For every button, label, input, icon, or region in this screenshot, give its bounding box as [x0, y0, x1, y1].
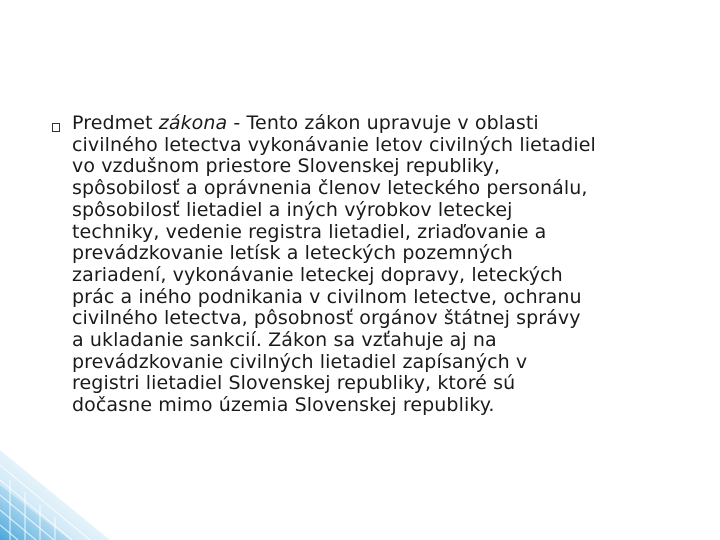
content-area — [52, 113, 692, 417]
bullet-first-line: Tento zákon upravuje v oblasti — [246, 112, 539, 134]
bullet-item — [52, 113, 692, 417]
bullet-separator: - — [227, 112, 247, 134]
bullet-text — [72, 113, 692, 417]
corner-decoration — [0, 410, 150, 540]
hollow-square-bullet-icon — [52, 123, 60, 132]
bullet-term-italic: zákona — [158, 112, 228, 134]
bullet-term: Predmet — [72, 112, 153, 134]
bullet-body: civilného letectva vykonávanie letov civilných lietadiel vo vzdušnom priestore Slovenskej republiky, spôsobilosť a oprávnenia členov leteckého personálu, spôsobilosť lietadiel a iných výrobkov leteckej techniky, vedenie registra lietadiel, zriaďovanie a prevádzkovanie letísk a leteckých pozemných zariadení, vykonávanie leteckej dopravy, leteckých prác a iného podnikania v civilnom letectve, ochranu civilného letectva, pôsobnosť orgánov štátnej správy a ukladanie sankcií. Zákon sa vzťahuje aj na prevádzkovanie civilných lietadiel zapísaných v registri lietadiel Slovenskej republiky, ktoré sú dočasne mimo územia Slovenskej republiky. — [72, 133, 596, 417]
